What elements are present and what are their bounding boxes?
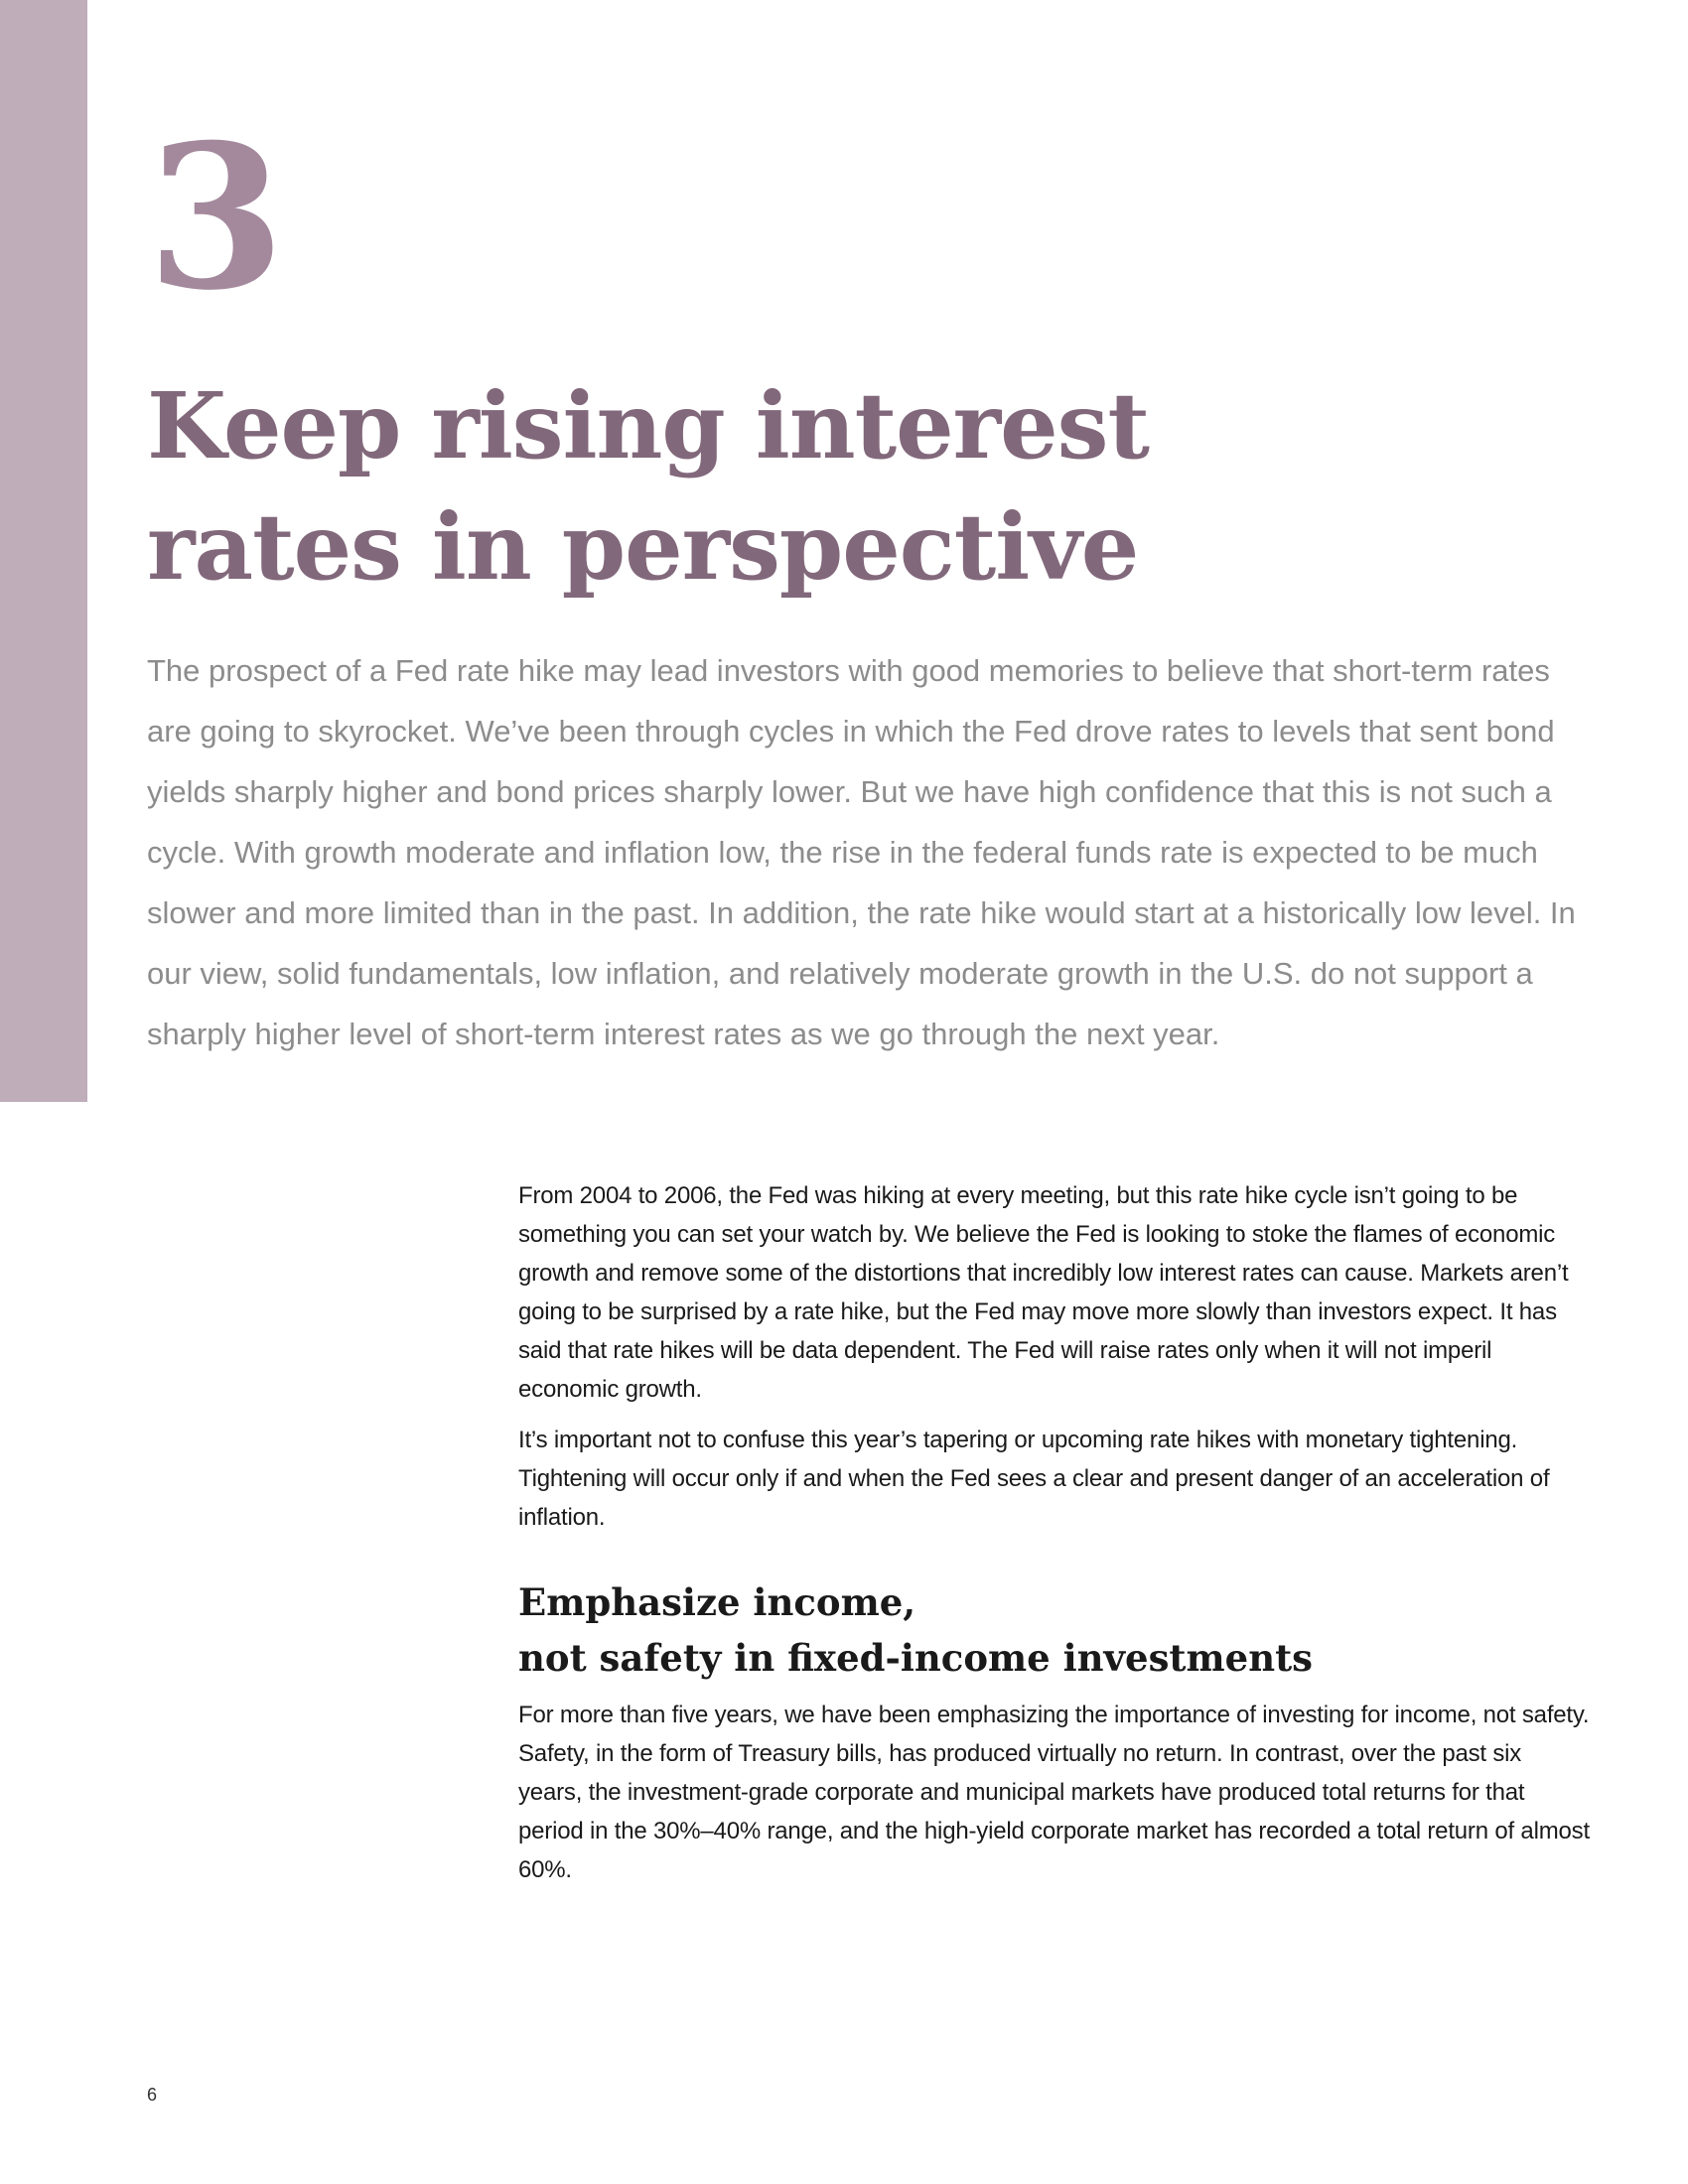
- page-number: 6: [147, 2085, 158, 2105]
- body-paragraph-2: It’s important not to confuse this year’s tapering or upcoming rate hikes with monetary tightening. Tightening will occur only if and when the Fed sees a clear and present danger of an acceleration of inflation.: [518, 1427, 1550, 1531]
- body-paragraph-3: For more than five years, we have been emphasizing the importance of investing for income, not safety. Safety, in the form of Treasury bills, has produced virtually no return. In contrast, over the past six years, the investment-grade corporate and municipal markets have produced total returns for that period in the 30%–40% range, and the high-yield corporate market has recorded a total return of almost 60%.: [518, 1702, 1590, 1883]
- decorative-side-bar: [0, 0, 87, 1102]
- intro-paragraph: The prospect of a Fed rate hike may lead investors with good memories to believe that short-term rates are going to skyrocket. We’ve been through cycles in which the Fed drove rates to levels that sent bond yields sharply higher and bond prices sharply lower. But we have high confidence that this is not such a cycle. With growth moderate and inflation low, the rise in the federal funds rate is expected to be much slower and more limited than in the past. In addition, the rate hike would start at a historically low level. In our view, solid fundamentals, low inflation, and relatively moderate growth in the U.S. do not support a sharply higher level of short-term interest rates as we go through the next year.: [147, 653, 1576, 1051]
- section-number: 3: [147, 101, 286, 335]
- subheading-line-1: Emphasize income,: [518, 1580, 916, 1624]
- page-title-line-1: Keep rising interest: [147, 372, 1149, 479]
- page-title-line-2: rates in perspective: [147, 493, 1139, 601]
- body-column: [518, 1176, 1591, 1901]
- page-title: [147, 365, 1338, 608]
- body-paragraph-1: From 2004 to 2006, the Fed was hiking at every meeting, but this rate hike cycle isn’t going to be something you can set your watch by. We believe the Fed is looking to stoke the flames of economic growth and remove some of the distortions that incredibly low interest rates can cause. Markets aren’t going to be surprised by a rate hike, but the Fed may move more slowly than investors expect. It has said that rate hikes will be data dependent. The Fed will raise rates only when it will not imperil economic growth.: [518, 1182, 1569, 1403]
- section-subheading: [518, 1574, 1591, 1686]
- subheading-line-2: not safety in fixed-income investments: [518, 1636, 1314, 1680]
